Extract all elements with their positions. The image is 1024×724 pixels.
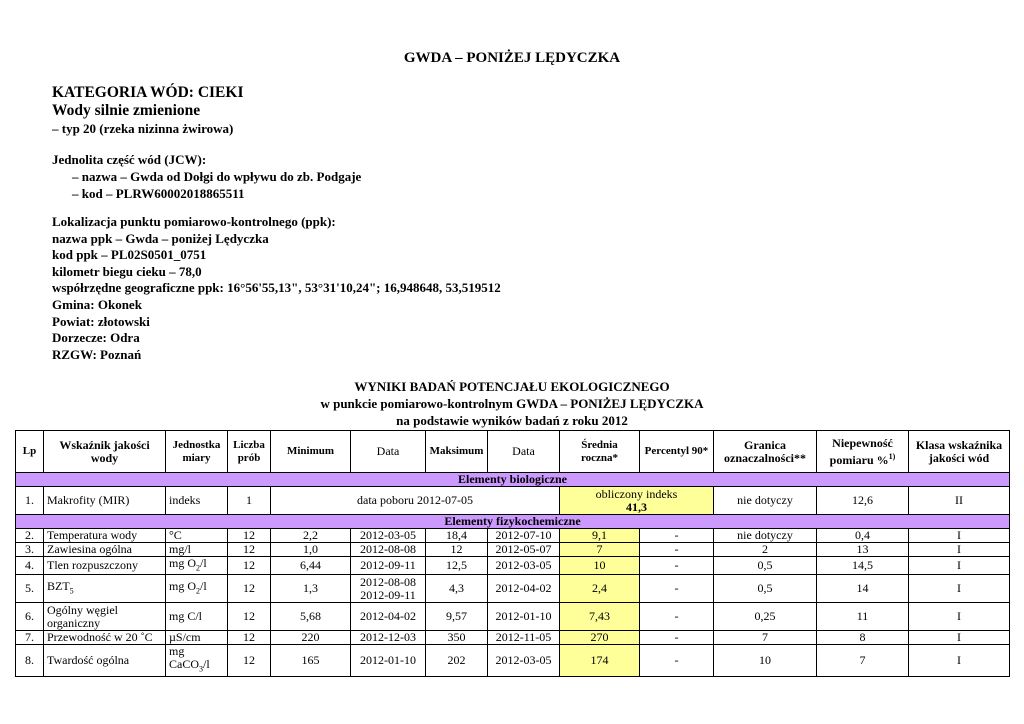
cell-lp: 8. — [16, 645, 44, 676]
cell-unit: mg C/l — [166, 603, 228, 631]
cell-limit: 0,5 — [714, 557, 817, 575]
results-table — [15, 430, 1010, 677]
table-row — [16, 575, 1010, 603]
cell-mean — [560, 487, 714, 515]
ppk-line: współrzędne geograficzne ppk: 16°56'55,13", 53°31'10,24"; 16,948648, 53,519512 — [52, 280, 501, 296]
table-row — [16, 543, 1010, 557]
cell-lp: 5. — [16, 575, 44, 603]
cell-lp: 2. — [16, 529, 44, 543]
cell-p90: - — [640, 603, 714, 631]
table-row — [16, 631, 1010, 645]
cell-max: 9,57 — [426, 603, 488, 631]
table-header-row — [16, 431, 1010, 473]
cell-indicator: Przewodność w 20 ˚C — [44, 631, 166, 645]
cell-class: I — [909, 543, 1010, 557]
cell-mean-value: 41,3 — [626, 499, 647, 514]
cell-p90: - — [640, 529, 714, 543]
header-mean: Średnia roczna* — [560, 431, 640, 473]
unit-text: mg O — [169, 579, 196, 594]
cell-mean: 270 — [560, 631, 640, 645]
unit-sub: 3 — [199, 664, 203, 674]
jcw-heading: Jednolita część wód (JCW): — [52, 152, 207, 167]
cell-count: 12 — [228, 603, 271, 631]
cell-max-date: 2012-11-05 — [488, 631, 560, 645]
results-title-line: WYNIKI BADAŃ POTENCJAŁU EKOLOGICZNEGO — [354, 379, 670, 394]
cell-uncertainty: 7 — [817, 645, 909, 676]
cell-min-date: 2012-12-03 — [351, 631, 426, 645]
cell-max: 350 — [426, 631, 488, 645]
category-subheading: Wody silnie zmienione — [52, 102, 201, 119]
cell-count: 1 — [228, 487, 271, 515]
cell-class: II — [909, 487, 1010, 515]
ppk-line: Gmina: Okonek — [52, 296, 142, 312]
cell-indicator: Zawiesina ogólna — [44, 543, 166, 557]
cell-p90: - — [640, 575, 714, 603]
cell-min-date — [351, 575, 426, 603]
cell-class: I — [909, 529, 1010, 543]
cell-max: 4,3 — [426, 575, 488, 603]
cell-unit: mg/l — [166, 543, 228, 557]
cell-mean: 7,43 — [560, 603, 640, 631]
cell-p90: - — [640, 557, 714, 575]
results-title-line: na podstawie wyników badań z roku 2012 — [396, 413, 628, 428]
cell-mean: 7 — [560, 543, 640, 557]
category-block — [52, 84, 244, 137]
cell-max-date: 2012-04-02 — [488, 575, 560, 603]
cell-class: I — [909, 603, 1010, 631]
cell-unit: indeks — [166, 487, 228, 515]
ppk-heading: Lokalizacja punktu pomiarowo-kontrolnego (ppk): — [52, 214, 336, 229]
cell-lp: 4. — [16, 557, 44, 575]
cell-min-date: 2012-03-05 — [351, 529, 426, 543]
cell-class: I — [909, 645, 1010, 676]
cell-mean: 10 — [560, 557, 640, 575]
cell-max-date: 2012-03-05 — [488, 645, 560, 676]
cell-limit: nie dotyczy — [714, 529, 817, 543]
cell-p90: - — [640, 645, 714, 676]
unit-tail: /l — [203, 657, 210, 672]
cell-max-date: 2012-01-10 — [488, 603, 560, 631]
header-date-max: Data — [488, 431, 560, 473]
cell-indicator: Makrofity (MIR) — [44, 487, 166, 515]
cell-unit: µS/cm — [166, 631, 228, 645]
unit-tail: /l — [200, 579, 207, 594]
cell-lp: 3. — [16, 543, 44, 557]
unit-text: mg O — [169, 556, 196, 570]
cell-uncertainty: 8 — [817, 631, 909, 645]
header-uncertainty-label: Niepewność pomiaru % — [829, 435, 893, 467]
indicator-sub: 5 — [69, 586, 74, 596]
cell-sample-date: data poboru 2012-07-05 — [271, 487, 560, 515]
section-label: Elementy fizykochemiczne — [16, 515, 1010, 529]
cell-max: 202 — [426, 645, 488, 676]
cell-p90: - — [640, 631, 714, 645]
cell-max: 12,5 — [426, 557, 488, 575]
jcw-name: – nazwa – Gwda od Dołgi do wpływu do zb. Podgaje — [72, 169, 362, 184]
cell-lp: 6. — [16, 603, 44, 631]
cell-p90: - — [640, 543, 714, 557]
cell-count: 12 — [228, 631, 271, 645]
cell-min-date: 2012-08-08 — [351, 543, 426, 557]
cell-indicator: Temperatura wody — [44, 529, 166, 543]
cell-mean: 9,1 — [560, 529, 640, 543]
cell-indicator: Ogólny węgiel organiczny — [44, 603, 166, 631]
header-class: Klasa wskaźnika jakości wód — [909, 431, 1010, 473]
cell-lp: 1. — [16, 487, 44, 515]
cell-min: 1,0 — [271, 543, 351, 557]
table-row — [16, 557, 1010, 575]
min-date-line: 2012-08-08 — [360, 574, 416, 589]
cell-unit — [166, 645, 228, 676]
table-row — [16, 603, 1010, 631]
min-date-line: 2012-09-11 — [360, 587, 416, 602]
cell-uncertainty: 11 — [817, 603, 909, 631]
unit-text: mg CaCO — [169, 644, 199, 672]
cell-count: 12 — [228, 575, 271, 603]
header-indicator: Wskaźnik jakości wody — [44, 431, 166, 473]
cell-min-date: 2012-04-02 — [351, 603, 426, 631]
unit-sub: 2 — [196, 563, 200, 573]
cell-uncertainty: 12,6 — [817, 487, 909, 515]
cell-limit: 0,5 — [714, 575, 817, 603]
cell-indicator — [44, 575, 166, 603]
ppk-line: RZGW: Poznań — [52, 346, 142, 362]
ppk-line: kilometr biegu cieku – 78,0 — [52, 263, 202, 279]
header-unit: Jednostka miary — [166, 431, 228, 473]
category-type: – typ 20 (rzeka nizinna żwirowa) — [52, 121, 234, 136]
header-max: Maksimum — [426, 431, 488, 473]
cell-max: 18,4 — [426, 529, 488, 543]
cell-limit: 0,25 — [714, 603, 817, 631]
unit-tail: /l — [200, 556, 207, 570]
cell-uncertainty: 14,5 — [817, 557, 909, 575]
header-limit: Granica oznaczalności** — [714, 431, 817, 473]
cell-uncertainty: 13 — [817, 543, 909, 557]
cell-count: 12 — [228, 645, 271, 676]
cell-max: 12 — [426, 543, 488, 557]
cell-mean: 174 — [560, 645, 640, 676]
jcw-block — [52, 151, 361, 202]
cell-count: 12 — [228, 529, 271, 543]
ppk-line: kod ppk – PL02S0501_0751 — [52, 247, 207, 263]
cell-min: 2,2 — [271, 529, 351, 543]
cell-min-date: 2012-01-10 — [351, 645, 426, 676]
cell-indicator: Tlen rozpuszczony — [44, 557, 166, 575]
ppk-line: Dorzecze: Odra — [52, 330, 140, 346]
header-count: Liczba prób — [228, 431, 271, 473]
cell-count: 12 — [228, 543, 271, 557]
indicator-text: BZT — [47, 579, 70, 594]
cell-limit: 7 — [714, 631, 817, 645]
ppk-line: Powiat: złotowski — [52, 313, 150, 329]
cell-unit — [166, 575, 228, 603]
cell-class: I — [909, 575, 1010, 603]
header-date-min: Data — [351, 431, 426, 473]
cell-min: 6,44 — [271, 557, 351, 575]
cell-max-date: 2012-05-07 — [488, 543, 560, 557]
cell-limit: 2 — [714, 543, 817, 557]
cell-min: 220 — [271, 631, 351, 645]
unit-sub: 2 — [196, 586, 200, 596]
cell-max-date: 2012-07-10 — [488, 529, 560, 543]
cell-mean-label: obliczony indeks — [595, 486, 678, 501]
cell-indicator: Twardość ogólna — [44, 645, 166, 676]
header-uncertainty-sup: 1) — [888, 451, 896, 461]
cell-min: 1,3 — [271, 575, 351, 603]
table-row — [16, 487, 1010, 515]
header-min: Minimum — [271, 431, 351, 473]
section-row-physicochemical — [16, 515, 1010, 529]
cell-limit: nie dotyczy — [714, 487, 817, 515]
table-row — [16, 529, 1010, 543]
cell-min-date: 2012-09-11 — [351, 557, 426, 575]
section-row-biological — [16, 473, 1010, 487]
cell-unit: °C — [166, 529, 228, 543]
header-uncertainty — [817, 431, 909, 473]
cell-uncertainty: 14 — [817, 575, 909, 603]
cell-mean: 2,4 — [560, 575, 640, 603]
cell-unit — [166, 557, 228, 575]
cell-lp: 7. — [16, 631, 44, 645]
table-row — [16, 645, 1010, 676]
cell-max-date: 2012-03-05 — [488, 557, 560, 575]
page-title: GWDA – PONIŻEJ LĘDYCZKA — [403, 50, 621, 66]
ppk-block — [52, 214, 501, 363]
cell-class: I — [909, 631, 1010, 645]
results-title-line: w punkcie pomiarowo-kontrolnym GWDA – PONIŻEJ LĘDYCZKA — [320, 396, 704, 411]
category-heading: KATEGORIA WÓD: CIEKI — [52, 84, 244, 101]
header-p90: Percentyl 90* — [640, 431, 714, 473]
cell-count: 12 — [228, 557, 271, 575]
cell-min: 5,68 — [271, 603, 351, 631]
cell-class: I — [909, 557, 1010, 575]
results-title — [0, 378, 1024, 429]
section-label: Elementy biologiczne — [16, 473, 1010, 487]
ppk-line: nazwa ppk – Gwda – poniżej Lędyczka — [52, 230, 269, 246]
cell-limit: 10 — [714, 645, 817, 676]
cell-min: 165 — [271, 645, 351, 676]
header-lp: Lp — [16, 431, 44, 473]
jcw-code: – kod – PLRW60002018865511 — [72, 186, 245, 201]
cell-uncertainty: 0,4 — [817, 529, 909, 543]
